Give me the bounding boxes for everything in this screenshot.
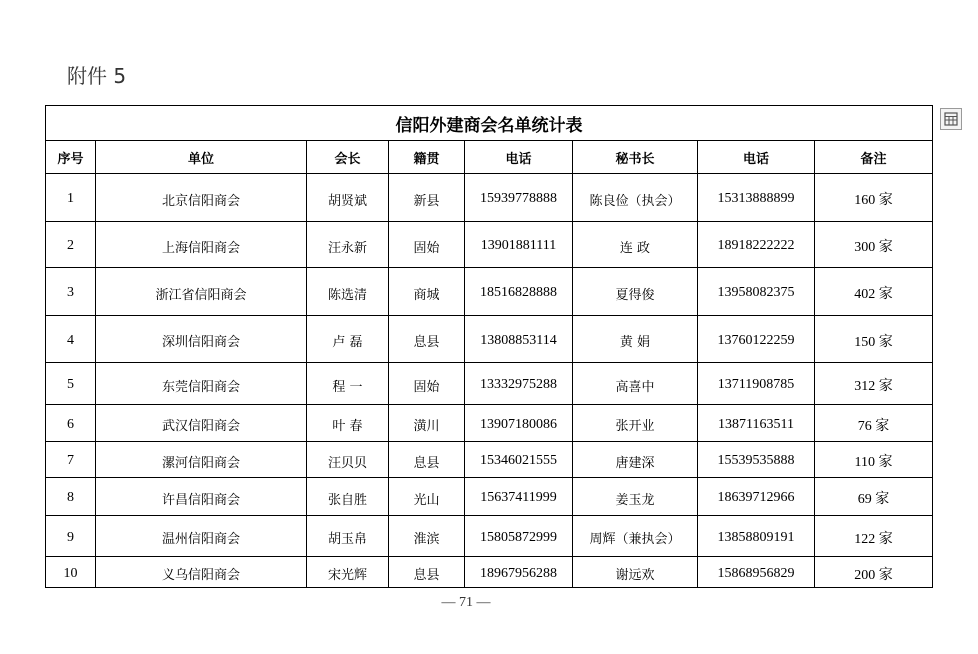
cell-seq: 10: [46, 557, 96, 588]
cell-phone: 13901881111: [465, 222, 573, 268]
cell-secretary: 黄 娟: [573, 316, 698, 363]
cell-origin: 光山: [389, 478, 465, 516]
table-row: [46, 268, 933, 316]
cell-origin: 淮滨: [389, 516, 465, 557]
header-secretary-phone: 电话: [698, 141, 815, 174]
cell-seq: 2: [46, 222, 96, 268]
header-unit: 单位: [96, 141, 307, 174]
cell-phone: 15805872999: [465, 516, 573, 557]
cell-unit: 浙江省信阳商会: [96, 268, 307, 316]
table-title: 信阳外建商会名单统计表: [46, 106, 933, 141]
cell-unit: 温州信阳商会: [96, 516, 307, 557]
cell-president: 汪贝贝: [307, 442, 389, 478]
table-row: [46, 405, 933, 442]
cell-unit: 武汉信阳商会: [96, 405, 307, 442]
table-extract-button[interactable]: [940, 108, 962, 130]
cell-president: 叶 春: [307, 405, 389, 442]
table-row: [46, 174, 933, 222]
cell-note: 110 家: [815, 442, 933, 478]
table-row: [46, 478, 933, 516]
cell-phone: 18516828888: [465, 268, 573, 316]
table-title-row: [46, 106, 933, 141]
cell-president: 陈选清: [307, 268, 389, 316]
cell-secretary-phone: 13760122259: [698, 316, 815, 363]
page-number: — 71 —: [441, 595, 491, 610]
cell-secretary: 连 政: [573, 222, 698, 268]
cell-secretary: 姜玉龙: [573, 478, 698, 516]
cell-note: 160 家: [815, 174, 933, 222]
cell-seq: 7: [46, 442, 96, 478]
table-row: [46, 442, 933, 478]
cell-note: 76 家: [815, 405, 933, 442]
cell-president: 胡贤斌: [307, 174, 389, 222]
cell-origin: 潢川: [389, 405, 465, 442]
cell-origin: 固始: [389, 222, 465, 268]
table-body: [46, 174, 933, 588]
cell-note: 300 家: [815, 222, 933, 268]
cell-phone: 18967956288: [465, 557, 573, 588]
cell-president: 胡玉帛: [307, 516, 389, 557]
cell-secretary: 周辉（兼执会）: [573, 516, 698, 557]
cell-unit: 许昌信阳商会: [96, 478, 307, 516]
header-seq: 序号: [46, 141, 96, 174]
cell-president: 卢 磊: [307, 316, 389, 363]
cell-unit: 义乌信阳商会: [96, 557, 307, 588]
header-secretary: 秘书长: [573, 141, 698, 174]
cell-unit: 北京信阳商会: [96, 174, 307, 222]
cell-president: 程 一: [307, 363, 389, 405]
table-row: [46, 222, 933, 268]
cell-phone: 15939778888: [465, 174, 573, 222]
cell-seq: 3: [46, 268, 96, 316]
header-origin: 籍贯: [389, 141, 465, 174]
cell-unit: 深圳信阳商会: [96, 316, 307, 363]
cell-origin: 息县: [389, 316, 465, 363]
cell-seq: 1: [46, 174, 96, 222]
cell-note: 69 家: [815, 478, 933, 516]
header-note: 备注: [815, 141, 933, 174]
cell-secretary-phone: 15868956829: [698, 557, 815, 588]
cell-seq: 5: [46, 363, 96, 405]
cell-seq: 8: [46, 478, 96, 516]
cell-secretary: 高喜中: [573, 363, 698, 405]
cell-seq: 6: [46, 405, 96, 442]
cell-origin: 商城: [389, 268, 465, 316]
table-row: [46, 557, 933, 588]
cell-seq: 4: [46, 316, 96, 363]
cell-phone: 13808853114: [465, 316, 573, 363]
statistics-table-container: [45, 105, 932, 588]
cell-phone: 13907180086: [465, 405, 573, 442]
table-row: [46, 363, 933, 405]
cell-phone: 13332975288: [465, 363, 573, 405]
cell-secretary: 唐建深: [573, 442, 698, 478]
cell-phone: 15637411999: [465, 478, 573, 516]
cell-secretary-phone: 13711908785: [698, 363, 815, 405]
cell-unit: 东莞信阳商会: [96, 363, 307, 405]
cell-origin: 息县: [389, 557, 465, 588]
attachment-label: 附件 5: [67, 64, 127, 88]
cell-secretary: 谢远欢: [573, 557, 698, 588]
cell-unit: 上海信阳商会: [96, 222, 307, 268]
cell-phone: 15346021555: [465, 442, 573, 478]
cell-origin: 固始: [389, 363, 465, 405]
table-row: [46, 316, 933, 363]
table-grid-icon: [944, 112, 958, 126]
cell-secretary: 夏得俊: [573, 268, 698, 316]
cell-note: 122 家: [815, 516, 933, 557]
cell-secretary-phone: 13958082375: [698, 268, 815, 316]
cell-president: 张自胜: [307, 478, 389, 516]
cell-seq: 9: [46, 516, 96, 557]
table-row: [46, 516, 933, 557]
cell-unit: 漯河信阳商会: [96, 442, 307, 478]
header-president: 会长: [307, 141, 389, 174]
cell-origin: 息县: [389, 442, 465, 478]
cell-note: 150 家: [815, 316, 933, 363]
chamber-list-table: [45, 105, 933, 588]
cell-origin: 新县: [389, 174, 465, 222]
cell-secretary-phone: 13871163511: [698, 405, 815, 442]
cell-president: 汪永新: [307, 222, 389, 268]
cell-secretary: 张开业: [573, 405, 698, 442]
cell-note: 312 家: [815, 363, 933, 405]
cell-note: 200 家: [815, 557, 933, 588]
cell-secretary-phone: 13858809191: [698, 516, 815, 557]
cell-secretary-phone: 18918222222: [698, 222, 815, 268]
header-phone: 电话: [465, 141, 573, 174]
cell-president: 宋光辉: [307, 557, 389, 588]
cell-secretary-phone: 15539535888: [698, 442, 815, 478]
cell-secretary-phone: 18639712966: [698, 478, 815, 516]
cell-note: 402 家: [815, 268, 933, 316]
cell-secretary: 陈良俭（执会）: [573, 174, 698, 222]
cell-secretary-phone: 15313888899: [698, 174, 815, 222]
table-header-row: [46, 141, 933, 174]
